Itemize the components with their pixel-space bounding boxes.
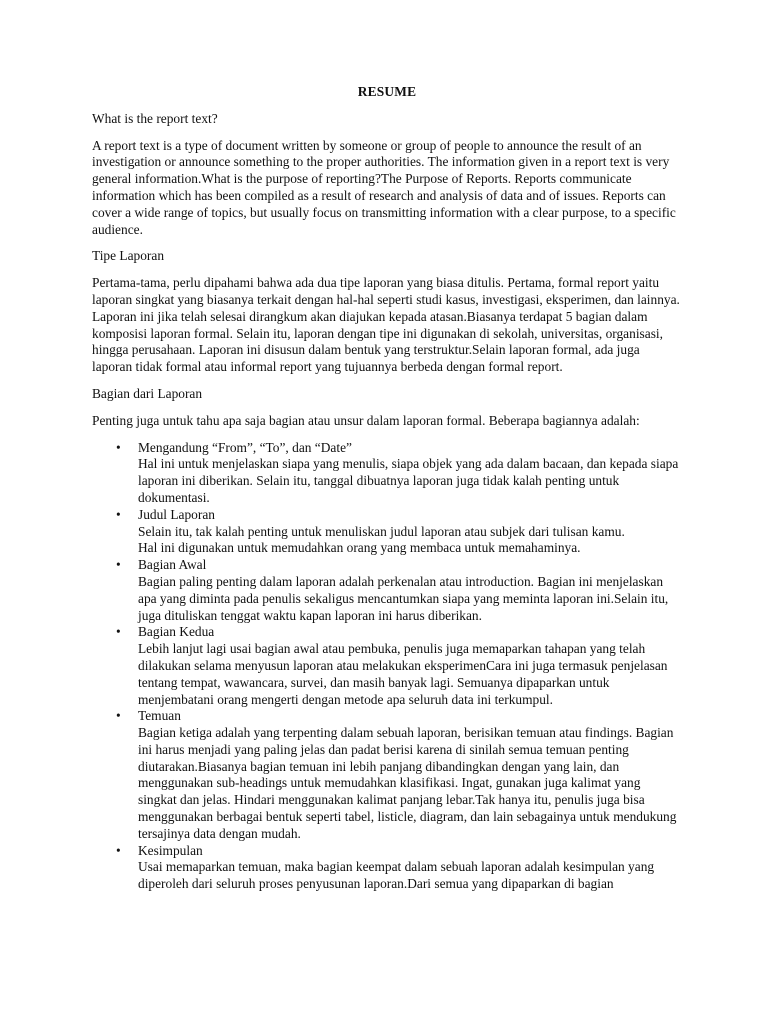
question-paragraph: What is the report text?: [92, 110, 218, 126]
list-item: [92, 624, 682, 708]
list-item-title: Mengandung “From”, “To”, dan “Date”: [138, 439, 352, 455]
bullet-icon: •: [116, 506, 121, 522]
bullet-icon: •: [116, 439, 121, 455]
bullet-list: [92, 440, 682, 894]
bullet-icon: •: [116, 624, 121, 640]
section-text-tipe-laporan: Pertama-tama, perlu dipahami bahwa ada dua tipe laporan yang biasa ditulis. Pertama, formal report yaitu laporan singkat yang biasanya terkait dengan hal-hal seperti studi kasus, investigasi, eksperimen, dan lainnya. Laporan ini jika telah selesai dirangkum akan diajukan kepada atasan.Biasanya terdapat 5 bagian dalam komposisi laporan formal. Selain itu, laporan dengan tipe ini digunakan di sekolah, universitas, organisasi, hingga perusahaan. Laporan ini disusun dalam bentuk yang terstruktur.Selain laporan formal, ada juga laporan tidak formal atau informal report yang tujuannya berbeda dengan formal report.: [92, 275, 680, 375]
bullet-icon: •: [116, 842, 121, 858]
list-item-body: Hal ini untuk menjelaskan siapa yang menulis, siapa objek yang ada dalam bacaan, dan kepada siapa laporan ini diberikan. Selain itu, tanggal dibuatnya laporan juga tidak kalah penting untuk dokumentasi.: [138, 456, 679, 505]
list-item: [92, 843, 682, 893]
document-title: RESUME: [357, 84, 417, 99]
section-heading-bagian-laporan: Bagian dari Laporan: [92, 385, 203, 401]
list-item: [92, 507, 682, 557]
list-item: [92, 708, 682, 842]
list-item-title: Bagian Awal: [138, 557, 207, 573]
document-content: [92, 84, 682, 893]
list-item-body: Lebih lanjut lagi usai bagian awal atau pembuka, penulis juga memaparkan tahapan yang telah dilakukan selama menyusun laporan atau melakukan eksperimenCara ini juga termasuk penjelasan tentang tempat, wawancara, survei, dan masih banyak lagi. Semuanya dipaparkan untuk menjembatani orang mengerti dengan metode apa seluruh data ini terkumpul.: [138, 641, 668, 707]
list-item-body: Selain itu, tak kalah penting untuk menuliskan judul laporan atau subjek dari tulisan kamu. Hal ini digunakan untuk memudahkan orang yang membaca untuk memahaminya.: [138, 523, 625, 556]
intro-paragraph: A report text is a type of document written by someone or group of people to announce the result of an investigation or announce something to the proper authorities. The information given in a report text is very general information.What is the purpose of reporting?The Purpose of Reports. Reports communicate information which has been compiled as a result of research and analysis of data and of issues. Reports can cover a wide range of topics, but usually focus on transmitting information with a clear purpose, to a specific audience.: [92, 137, 676, 237]
list-item-body: Usai memaparkan temuan, maka bagian keempat dalam sebuah laporan adalah kesimpulan yang diperoleh dari seluruh proses penyusunan laporan.Dari semua yang dipaparkan di bagian: [138, 859, 655, 892]
bullet-icon: •: [116, 708, 121, 724]
list-item-body: Bagian paling penting dalam laporan adalah perkenalan atau introduction. Bagian ini menjelaskan apa yang diminta pada penulis sekaligus mencantumkan siapa yang meminta laporan ini.Selain itu, juga dituliskan tenggat waktu kapan laporan ini harus diberikan.: [138, 573, 669, 623]
section-heading-tipe-laporan: Tipe Laporan: [92, 248, 165, 264]
list-item: [92, 440, 682, 507]
list-item-title: Kesimpulan: [138, 842, 203, 858]
list-item-title: Bagian Kedua: [138, 624, 215, 640]
list-item-title: Temuan: [138, 708, 181, 724]
list-item-title: Judul Laporan: [138, 506, 215, 522]
bullet-icon: •: [116, 557, 121, 573]
list-item: [92, 557, 682, 624]
section-text-bagian-laporan: Penting juga untuk tahu apa saja bagian atau unsur dalam laporan formal. Beberapa bagiannya adalah:: [92, 412, 640, 428]
list-item-body: Bagian ketiga adalah yang terpenting dalam sebuah laporan, berisikan temuan atau findings. Bagian ini harus menjadi yang paling jelas dan padat berisi karena di sinilah semua temuan penting diutarakan.Biasanya bagian temuan ini lebih panjang dibandingkan dengan yang lain, dan menggunakan sub-headings untuk memudahkan klasifikasi. Ingat, gunakan juga kalimat yang singkat dan jelas. Hindari menggunakan kalimat panjang lebar.Tak hanya itu, penulis juga bisa menggunakan berbagai bentuk seperti tabel, listicle, diagram, dan lain sebagainya untuk mendukung tersajinya data dengan mudah.: [138, 725, 677, 841]
